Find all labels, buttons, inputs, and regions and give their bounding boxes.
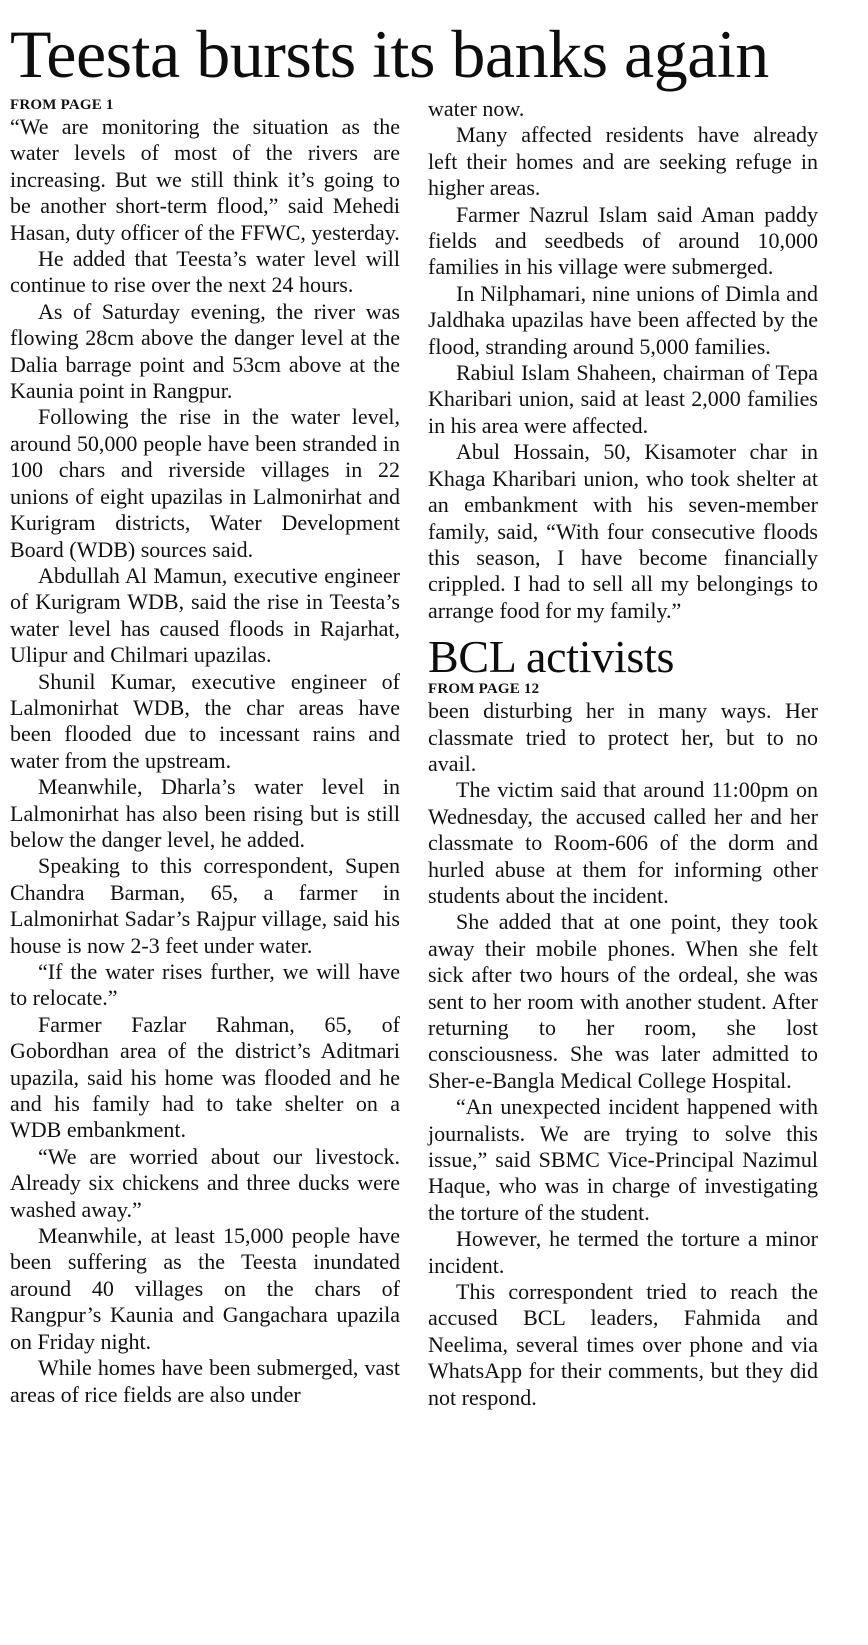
paragraph: “We are worried about our livestock. Already six chickens and three ducks were washed away.” (10, 1143, 400, 1222)
paragraph: As of Saturday evening, the river was flowing 28cm above the danger level at the Dalia barrage point and 53cm above at the Kaunia point in Rangpur. (10, 298, 400, 404)
paragraph: Farmer Fazlar Rahman, 65, of Gobordhan area of the district’s Aditmari upazila, said his home was flooded and he and his family had to take shelter on a WDB embankment. (10, 1011, 400, 1143)
story-headline-bcl: BCL activists (428, 631, 675, 683)
continuation-kicker: FROM PAGE 12 (428, 681, 540, 698)
paragraph: Speaking to this correspondent, Supen Chandra Barman, 65, a farmer in Lalmonirhat Sadar’s Rajpur village, said his house is now 2-3 feet under water. (10, 853, 400, 958)
paragraph: “We are monitoring the situation as the water levels of most of the rivers are increasing. But we still think it’s going to be another short-term flood,” said Mehedi Hasan, duty officer of the FFWC, yesterday. (10, 114, 400, 245)
continuation-kicker: FROM PAGE 1 (10, 97, 114, 113)
paragraph: Following the rise in the water level, around 50,000 people have been stranded in 100 chars and riverside villages in 22 unions of eight upazilas in Lalmonirhat and Kurigram districts, Water Development Board (WDB) sources said. (10, 404, 400, 562)
paragraph: “If the water rises further, we will have to relocate.” (10, 959, 400, 1011)
paragraph: Meanwhile, at least 15,000 people have been suffering as the Teesta inundated around 40 villages on the chars of Rangpur’s Kaunia and Gangachara upazila on Friday night. (10, 1223, 400, 1354)
paragraph: Farmer Nazrul Islam said Aman paddy fields and seedbeds of around 10,000 families in his village were submerged. (428, 201, 818, 280)
paragraph: This correspondent tried to reach the accused BCL leaders, Fahmida and Neelima, several times over phone and via WhatsApp for their comments, but they did not respond. (428, 1279, 818, 1410)
paragraph: “An unexpected incident happened with journalists. We are trying to solve this issue,” said SBMC Vice-Principal Nazimul Haque, who was in charge of investigating the torture of the student. (428, 1094, 818, 1225)
right-column (428, 96, 818, 1411)
left-column (10, 96, 400, 1408)
story-headline-teesta: Teesta bursts its banks again (10, 16, 769, 92)
paragraph: Meanwhile, Dharla’s water level in Lalmonirhat has also been rising but is still below the danger level, he added. (10, 774, 400, 852)
paragraph: While homes have been submerged, vast areas of rice fields are also under (10, 1355, 400, 1407)
paragraph: Shunil Kumar, executive engineer of Lalmonirhat WDB, the char areas have been flooded due to incessant rains and water from the upstream. (10, 668, 400, 773)
paragraph: Rabiul Islam Shaheen, chairman of Tepa Kharibari union, said at least 2,000 families in his area were affected. (428, 360, 818, 438)
paragraph: water now. (428, 96, 525, 121)
paragraph: In Nilphamari, nine unions of Dimla and Jaldhaka upazilas have been affected by the flood, stranding around 5,000 families. (428, 280, 818, 359)
paragraph: He added that Teesta’s water level will continue to rise over the next 24 hours. (10, 246, 400, 298)
paragraph: been disturbing her in many ways. Her classmate tried to protect her, but to no avail. (428, 698, 818, 776)
paragraph: Many affected residents have already left their homes and are seeking refuge in higher areas. (428, 122, 818, 201)
paragraph: She added that at one point, they took away their mobile phones. When she felt sick after two hours of the ordeal, she was sent to her room with another student. After returning to her room, she lost consciousness. She was later admitted to Sher-e-Bangla Medical College Hospital. (428, 909, 818, 1093)
paragraph: However, he termed the torture a minor incident. (428, 1226, 818, 1278)
paragraph: Abdullah Al Mamun, executive engineer of Kurigram WDB, said the rise in Teesta’s water level has caused floods in Rajarhat, Ulipur and Chilmari upazilas. (10, 562, 400, 668)
paragraph: The victim said that around 11:00pm on Wednesday, the accused called her and her classmate to Room-606 of the dorm and hurled abuse at them for informing other students about the incident. (428, 777, 818, 908)
paragraph: Abul Hossain, 50, Kisamoter char in Khaga Kharibari union, who took shelter at an embankment with his seven-member family, said, “With four consecutive floods this season, I have become financially crippled. I had to sell all my belongings to arrange food for my family.” (428, 439, 818, 623)
